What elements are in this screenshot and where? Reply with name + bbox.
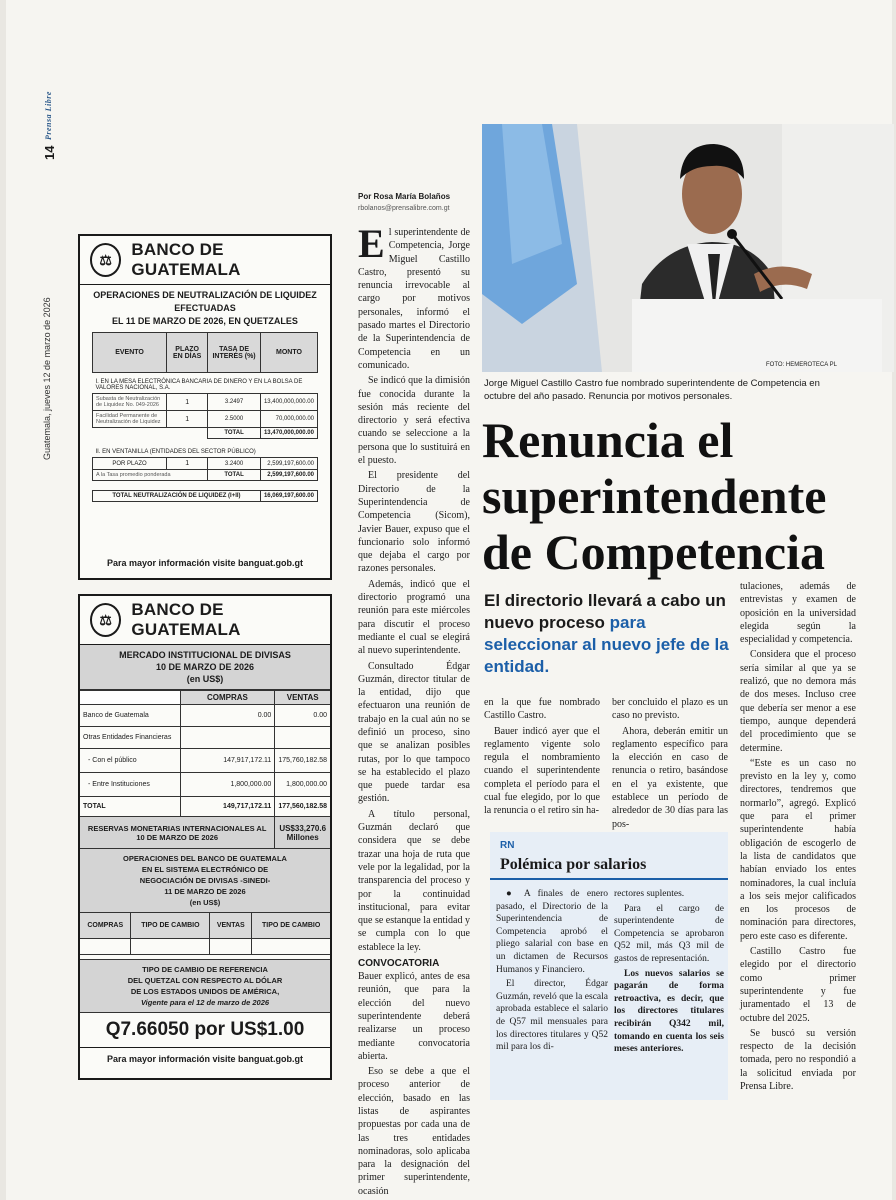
brand-label: Prensa Libre <box>44 91 53 140</box>
table-cell: Facilidad Permanente de Neutralización de Liquidez <box>93 411 167 428</box>
date-line: Guatemala, jueves 12 de marzo de 2026 <box>42 297 52 460</box>
ad-title-line: MERCADO INSTITUCIONAL DE DIVISAS <box>119 650 291 660</box>
row-label: - Con el público <box>80 749 180 773</box>
buy-value: 149,717,172.11 <box>180 797 275 817</box>
ad-title-line: EL 11 DE MARZO DE 2026, EN QUETZALES <box>112 316 298 326</box>
banguat-ad-fx <box>78 594 332 1080</box>
sinedi-title <box>80 849 330 912</box>
paragraph: A título personal, Guzmán declaró que considera que se debe trazar una hoja de ruta que vele por la legalidad, por la transparencia del proceso y por la continuidad institucional, para evitar que se estanque la entidad y se cumpla con lo que establece la ley. <box>358 808 470 953</box>
buy-value: 147,917,172.11 <box>180 749 275 773</box>
paragraph: El presidente del Directorio de la Superintendencia de Competencia (Sicom), Javier Bauer, expuso que el funcionario solo informó que dejaba el cargo por razones personales. <box>358 470 470 575</box>
ad-title-line: (en US$) <box>189 898 221 907</box>
paragraph: Ahora, deberán emitir un reglamento específico para la elección en caso de renuncia o retiro, basándose en el ya existente, que establece un período de alrededor de 30 días para las pos- <box>612 725 728 830</box>
col-header: EVENTO <box>93 333 167 373</box>
speaker-photo-illustration <box>482 124 894 372</box>
ad-title <box>80 285 330 332</box>
bank-logo-icon: ⚖ <box>90 603 121 637</box>
paragraph: Consultado Édgar Guzmán, director titular de la entidad, dijo que efectuaron una reunión de trabajo en la cual aún no se definió un proceso, sino que se analizan posibles rutas, por lo que tampoco se ha establecido el plazo que puede tardar esa gestión. <box>358 660 470 805</box>
sell-value: 1,800,000.00 <box>275 773 330 797</box>
reserves-amount: US$33,270.6 <box>279 823 327 833</box>
paragraph: ber concluido el plazo es un caso no previsto. <box>612 697 728 722</box>
grand-total-value: 16,069,197,600.00 <box>260 491 317 502</box>
buy-value: 0.00 <box>180 705 275 727</box>
section-label: II. EN VENTANILLA (ENTIDADES DEL SECTOR PÚBLICO) <box>95 449 256 455</box>
exchange-rate: Q7.66050 por US$1.00 <box>80 1013 330 1048</box>
sidebar-column-1 <box>496 888 608 1056</box>
sell-value: 175,760,182.58 <box>275 749 330 773</box>
article-column-4 <box>740 580 856 1095</box>
article-column-2 <box>484 696 600 820</box>
bank-name: BANCO DE GUATEMALA <box>131 600 241 639</box>
banguat-ad-liquidity <box>78 234 332 580</box>
table-cell: 1 <box>167 411 208 428</box>
table-cell: 2.5000 <box>208 411 261 428</box>
table-cell: 1 <box>167 458 208 470</box>
headline <box>482 412 882 580</box>
paragraph: tulaciones, además de entrevistas y examen de oposición en la universidad elegida según la especialidad y competencia. <box>740 581 856 646</box>
col-header: MONTO <box>260 333 317 373</box>
col-header: TIPO DE CAMBIO <box>252 913 330 939</box>
col-header: VENTAS <box>210 913 252 939</box>
paragraph: Se buscó su versión respecto de la decisión tomada, pero no respondió a la solicitud enviada por Prensa Libre. <box>740 1027 856 1092</box>
sell-value: 177,560,182.58 <box>275 797 330 817</box>
col-header: COMPRAS <box>80 913 131 939</box>
paragraph: rectores suplentes. <box>614 889 685 899</box>
section-heading: CONVOCATORIA <box>358 958 440 970</box>
sidebar-tag: RN <box>500 840 515 851</box>
table-cell: 13,400,000,000.00 <box>260 394 317 411</box>
ad-title-line: (en US$) <box>186 674 224 684</box>
divider <box>490 878 728 880</box>
table-cell: 2,599,197,600.00 <box>260 470 317 481</box>
ad-title-line: OPERACIONES DEL BANCO DE GUATEMALA <box>123 854 287 863</box>
table-cell: Subasta de Neutralización de Liquidez No. 049-2026 <box>93 394 167 411</box>
paragraph: ● A finales de enero pasado, el Directorio de la Superintendencia de Competencia aprobó el pliego salarial con base en un dictamen de Recursos Humanos y Financiero. <box>496 889 608 975</box>
subheadline-text: El directorio llevará a cabo un nuevo proceso <box>484 591 726 632</box>
total-value: 13,470,000,000.00 <box>260 428 317 439</box>
grand-total-label: TOTAL NEUTRALIZACIÓN DE LIQUIDEZ (I+II) <box>93 491 261 502</box>
paragraph: Además, indicó que el directorio programó una reunión para este miércoles para discutir el proceso mediante el cual se elegirá al nuevo superintendente. <box>358 578 470 657</box>
ad-title-line: Vigente para el 12 de marzo de 2026 <box>140 998 270 1007</box>
paragraph: “Este es un caso no previsto en la ley y, como directores, tendremos que normarlo”, agregó. Explicó que para el primer superintendente había obligación de escogerlo de la lista de candidatos que habían enviado los entes nominadores, la cual incluía a los seis mejor calificados en los procesos de nominación para directores, pero este caso es diferente. <box>740 757 856 942</box>
table-cell: A la Tasa promedio ponderada <box>93 470 208 481</box>
photo-caption: Jorge Miguel Castillo Castro fue nombrado superintendente de Competencia en octubre del año pasado. Renuncia por motivos personales. <box>484 378 820 402</box>
col-header: VENTAS <box>275 691 330 705</box>
bank-name: BANCO DE GUATEMALA <box>131 240 241 279</box>
headline-line: de Competencia <box>482 524 825 580</box>
paragraph: El superintendente de Competencia, Jorge Miguel Castillo Castro, presentó su renuncia irrevocable al cargo por motivos personales, informó el pasado martes el Directorio de la Superintendencia de Competencia en un comunicado. <box>358 221 470 371</box>
reserves-unit: Millones <box>286 832 319 842</box>
row-label: - Entre Instituciones <box>80 773 180 797</box>
col-header: COMPRAS <box>180 691 275 705</box>
table-cell: POR PLAZO <box>93 458 167 470</box>
ad-title-line: NEGOCIACIÓN DE DIVISAS -SINEDI- <box>139 876 271 885</box>
byline-email: rbolanos@prensalibre.com.gt <box>358 205 450 212</box>
ad-footer: Para mayor información visite banguat.gob.gt <box>106 1054 304 1064</box>
drop-cap: E <box>358 221 385 266</box>
ad-title-line: DEL QUETZAL CON RESPECTO AL DÓLAR <box>127 976 283 985</box>
col-header: TASA DE INTERÉS (%) <box>208 333 261 373</box>
newspaper-page <box>6 0 892 1200</box>
ad-title-line: OPERACIONES DE NEUTRALIZACIÓN DE LIQUIDEZ EFECTUADAS <box>93 290 317 313</box>
paragraph: Se indicó que la dimisión fue conocida durante la sesión más reciente del directorio y será efectiva cuando se seleccione a la persona que lo sustituirá en el puesto. <box>358 375 470 467</box>
reserves-label: RESERVAS MONETARIAS INTERNACIONALES AL 10 DE MARZO DE 2026 <box>80 817 275 849</box>
subheadline <box>484 590 739 678</box>
col-header: PLAZO EN DÍAS <box>167 333 208 373</box>
col-header: TIPO DE CAMBIO <box>131 913 210 939</box>
headline-line: superintendente <box>482 468 827 524</box>
page-number: 14 <box>42 145 57 160</box>
ad-title-line: 10 DE MARZO DE 2026 <box>155 662 255 672</box>
article-column-3 <box>612 696 728 833</box>
sidebar-title: Polémica por salarios <box>500 856 647 873</box>
total-label: TOTAL <box>208 428 261 439</box>
paragraph: Bauer indicó ayer que el reglamento vigente solo regula el nombramiento cuando el superintendente completa el período para el cual fue elegido, por lo que la renuncia o el retiro sin ha- <box>484 725 600 817</box>
article-photo <box>482 124 894 372</box>
table-cell: 1 <box>167 394 208 411</box>
paragraph: Considera que el proceso sería similar al que ya se realizó, que no demora más de dos meses. Incluso cree que debería ser menor a ese tiempo, aunque dependerá del procedimiento que se determine. <box>740 649 856 754</box>
buy-value: 1,800,000.00 <box>180 773 275 797</box>
reserves-value <box>275 817 330 849</box>
liquidity-table <box>92 332 318 502</box>
bullet-icon: ● <box>506 889 524 899</box>
paragraph: Eso se debe a que el proceso anterior de elección, basado en las listas de aspirantes propuestas por cada una de las tres entidades nominadoras, solo aplicaba para la designación del primer superintendente, ocasión <box>358 1066 470 1197</box>
bank-header <box>80 596 330 645</box>
row-label: Otras Entidades Financieras <box>80 727 180 749</box>
paragraph: Bauer explicó, antes de esa reunión, que para la elección del nuevo superintendente deberá realizarse un proceso mediante convocatoria abierta. <box>358 971 470 1062</box>
article-column-1 <box>358 221 470 1200</box>
bank-header <box>80 236 330 285</box>
table-cell: 2,599,197,600.00 <box>260 458 317 470</box>
paragraph: Castillo Castro fue elegido por el directorio como primer superintendente y fue juramentado el 13 de octubre del 2025. <box>740 946 856 1024</box>
fx-title <box>80 645 330 690</box>
bank-logo-icon: ⚖ <box>90 243 121 277</box>
paragraph: en la que fue nombrado Castillo Castro. <box>484 697 600 722</box>
ad-footer: Para mayor información visite banguat.gob.gt <box>106 558 304 568</box>
paragraph: El director, Édgar Guzmán, reveló que la escala aprobada establece el salario de Q57 mil mensuales para los directores titulares y Q52 mil para los di- <box>496 979 608 1053</box>
sinedi-table <box>80 912 330 955</box>
table-cell: 70,000,000.00 <box>260 411 317 428</box>
fx-table <box>80 690 330 849</box>
section-label: I. EN LA MESA ELECTRÓNICA BANCARIA DE DINERO Y EN LA BOLSA DE VALORES NACIONAL, S.A. <box>95 379 303 391</box>
paragraph: Los nuevos salarios se pagarán de forma retroactiva, es decir, que los directores titulares recibirán Q342 mil, tomando en cuenta los seis meses anteriores. <box>614 968 724 1055</box>
headline-line: Renuncia el <box>482 412 734 468</box>
sell-value: 0.00 <box>275 705 330 727</box>
table-cell: TOTAL <box>208 470 261 481</box>
ad-title-line: EN EL SISTEMA ELECTRÓNICO DE <box>141 865 269 874</box>
ad-title-line: 11 DE MARZO DE 2026 <box>164 887 246 896</box>
paragraph: Para el cargo de superintendente de Competencia se aprobaron Q52 mil, más Q3 mil de gastos de representación. <box>614 903 724 964</box>
ad-title-line: DE LOS ESTADOS UNIDOS DE AMÉRICA, <box>130 987 280 996</box>
ref-rate-title <box>80 959 330 1013</box>
table-cell: 3.2497 <box>208 394 261 411</box>
row-label: Banco de Guatemala <box>80 705 180 727</box>
sidebar-column-2 <box>614 888 724 1058</box>
row-label: TOTAL <box>80 797 180 817</box>
page-margin <box>40 91 64 480</box>
photo-credit: FOTO: HEMEROTECA PL <box>766 362 837 368</box>
ad-title-line: TIPO DE CAMBIO DE REFERENCIA <box>142 965 268 974</box>
byline: Por Rosa María Bolaños <box>358 192 451 201</box>
subheadline-highlight: para seleccionar al nuevo jefe de la entidad. <box>484 613 729 676</box>
table-cell: 3.2400 <box>208 458 261 470</box>
